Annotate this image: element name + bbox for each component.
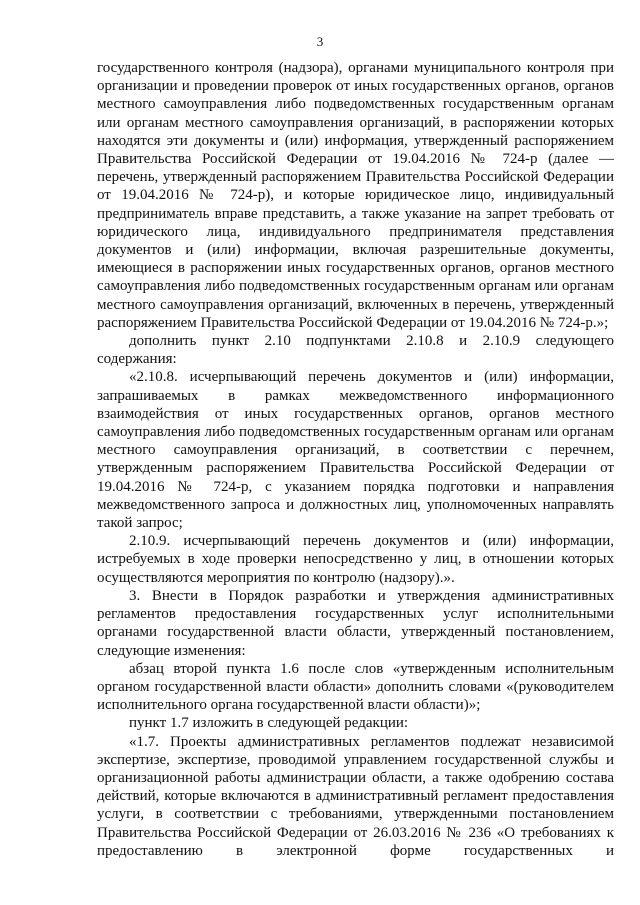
paragraph-item-3: 3. Внести в Порядок разработки и утверждения административных регламентов предоставления государственных услуг исполнительными органами государственной власти области, утвержденный постановлением, следующие изменения:: [97, 587, 614, 659]
paragraph-1-7-intro: пункт 1.7 изложить в следующей редакции:: [129, 715, 409, 732]
paragraph-2-10-9: 2.10.9. исчерпывающий перечень документов и (или) информации, истребуемых в ходе проверки непосредственно у лиц, в отношении которых осуществляются мероприятия по контролю (надзору).».: [97, 533, 614, 586]
paragraph-1-7-text: «1.7. Проекты административных регламентов подлежат независимой экспертизе, экспертизе, проводимой управлением государственной службы и организационной работы администрации области, а также одобрению состава действий, которые включаются в административный регламент предоставления услуги, в соответствии с требованиями, утвержденными постановлением Правительства Российской Федерации от 26.03.2016 № 236 «О требованиях к предоставлению в электронной форме государственных и: [97, 733, 614, 859]
paragraph-1-6-amendment: абзац второй пункта 1.6 после слов «утвержденным исполнительным органом государственной власти области» дополнить словами «(руководителем исполнительного органа государственной власти области)»;: [97, 660, 614, 714]
paragraph-add-subpoints: дополнить пункт 2.10 подпунктами 2.10.8 и 2.10.9 следующего содержания:: [97, 333, 614, 368]
document-body: [97, 59, 614, 860]
paragraph-continuation: государственного контроля (надзора), органами муниципального контроля при организации и проведении проверок от иных государственных органов, органов местного самоуправления либо подведомственных государственным органам или органам местного самоуправления организаций, в распоряжении которых находятся эти документы и (или) информация, утвержденный распоряжением Правительства Российской Федерации от 19.04.2016 № 724-р (далее — перечень, утвержденный распоряжением Правительства Российской Федерации от 19.04.2016 № 724-р), и которые юридическое лицо, индивидуальный предприниматель вправе представить, а также указание на запрет требовать от юридического лица, индивидуального предпринимателя представления документов и (или) информации, включая разрешительные документы, имеющиеся в распоряжении иных государственных органов, органов местного самоуправления либо подведомственных государственным органам или органам местного самоуправления организаций, включенных в перечень, утвержденный распоряжением Правительства Российской Федерации от 19.04.2016 № 724-р.»;: [97, 60, 614, 331]
page-number: 3: [316, 34, 324, 49]
paragraph-2-10-8: «2.10.8. исчерпывающий перечень документов и (или) информации, запрашиваемых в рамках межведомственного информационного взаимодействия от иных государственных органов, органов местного самоуправления либо подведомственных государственным органам или органам местного самоуправления организаций, в соответствии с перечнем, утвержденным распоряжением Правительства Российской Федерации от 19.04.2016 № 724-р, с указанием порядка подготовки и направления межведомственного запроса и должностных лиц, уполномоченных направлять такой запрос;: [97, 369, 614, 532]
